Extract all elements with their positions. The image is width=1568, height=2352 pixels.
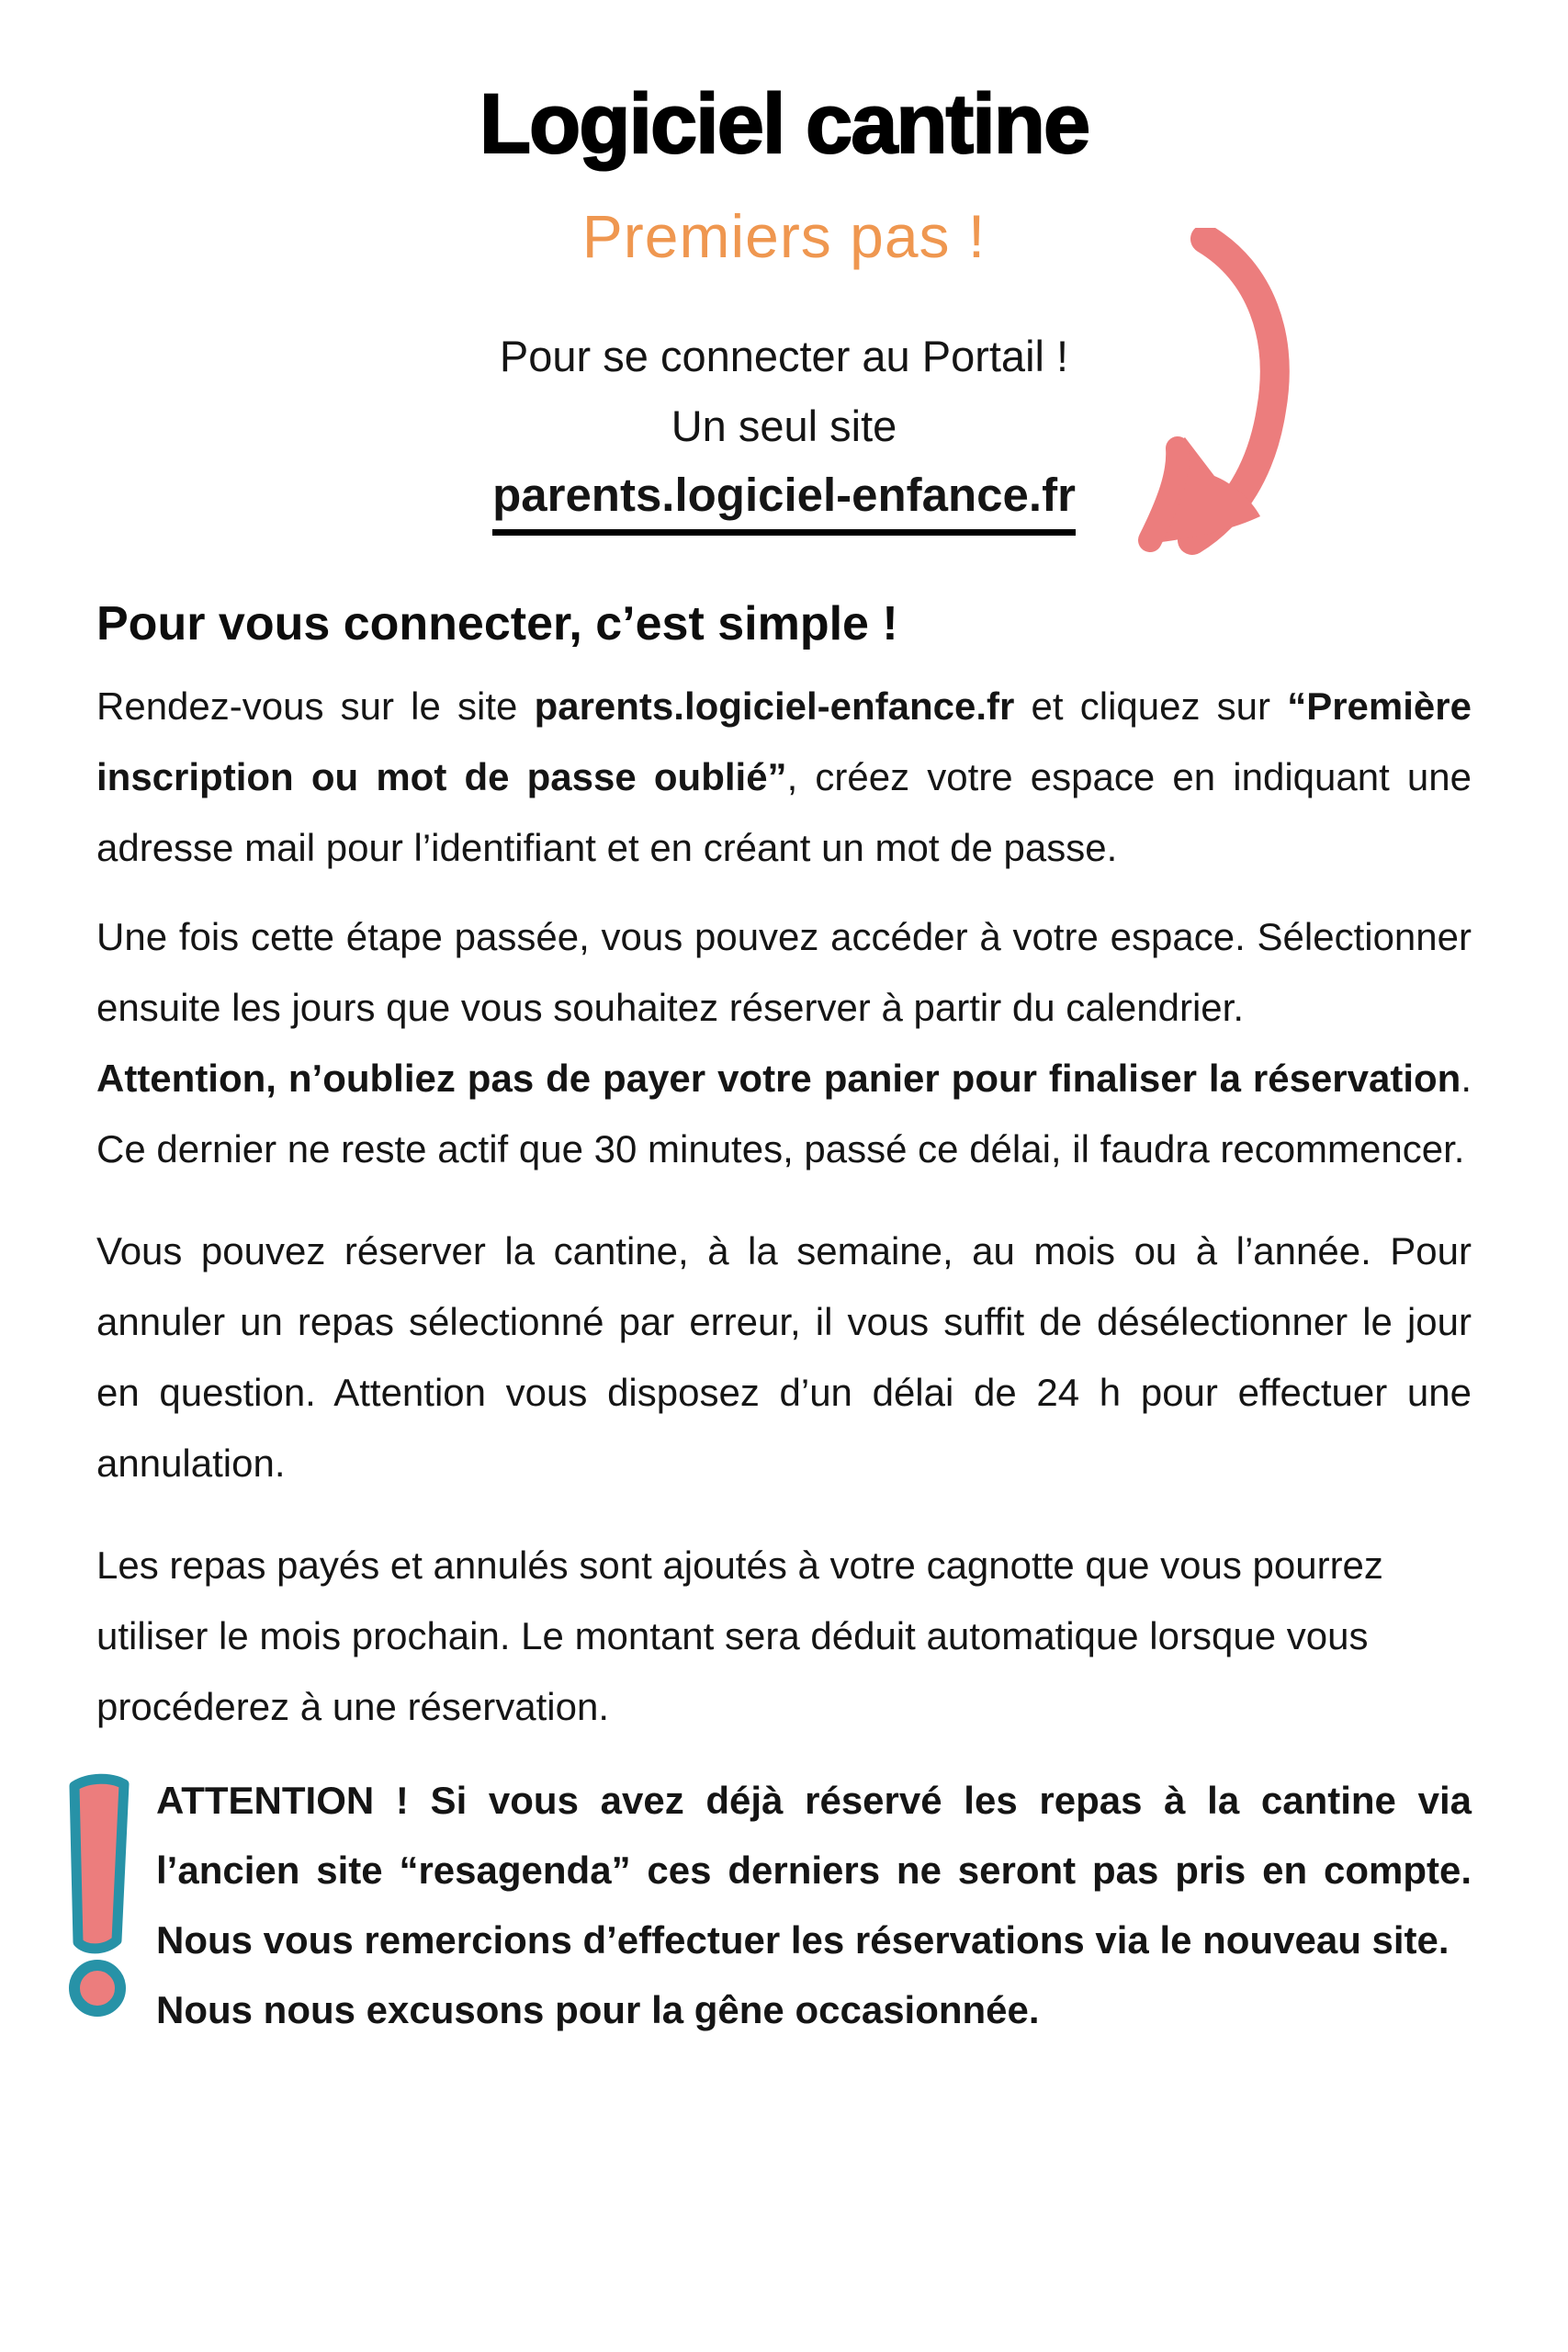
- paragraph-cancellation: Vous pouvez réserver la cantine, à la semaine, au mois ou à l’année. Pour annuler un repas sélectionné par erreur, il vous suffit de désélectionner le jour en question. Attention vous disposez d’un délai de 24 h pour effectuer une annulation.: [96, 1229, 1472, 1486]
- portal-url-link[interactable]: parents.logiciel-enfance.fr: [492, 466, 1076, 536]
- exclamation-icon: [60, 1766, 156, 2045]
- warning-text: [156, 1766, 1472, 2045]
- warning-paragraph-main: ATTENTION ! Si vous avez déjà réservé les repas à la cantine via l’ancien site “resagenda” ces derniers ne seront pas pris en compte. Nous vous remercions d’effectuer les réservations via le nouveau site.: [156, 1779, 1472, 1962]
- paragraph-basket-warning: Attention, n’oubliez pas de payer votre panier pour finaliser la réservation. Ce dernier ne reste actif que 30 minutes, passé ce délai, il faudra recommencer.: [96, 1057, 1472, 1171]
- warning-section: [60, 1766, 1472, 2045]
- page-subtitle: Premiers pas !: [581, 202, 987, 271]
- paragraph-access: Une fois cette étape passée, vous pouvez accéder à votre espace. Sélectionner ensuite les jours que vous souhaitez réserver à partir du calendrier.: [96, 915, 1472, 1030]
- warning-paragraph-apology: Nous nous excusons pour la gêne occasionnée.: [156, 1988, 1040, 2032]
- curved-arrow-icon: [1132, 228, 1306, 559]
- paragraph-signup: Rendez-vous sur le site parents.logiciel-enfance.fr et cliquez sur “Première inscription ou mot de passe oublié”, créez votre espace en indiquant une adresse mail pour l’identifiant et en créant un mot de passe.: [96, 684, 1472, 870]
- section-heading: Pour vous connecter, c’est simple !: [96, 597, 898, 651]
- header: [0, 0, 1568, 272]
- connect-section: [0, 322, 1568, 536]
- page-title: Logiciel cantine: [479, 77, 1089, 171]
- main-content: [96, 594, 1472, 1742]
- connect-line-2: Un seul site: [671, 401, 897, 451]
- connect-line-1: Pour se connecter au Portail !: [499, 332, 1069, 381]
- paragraph-cagnotte: Les repas payés et annulés sont ajoutés à votre cagnotte que vous pourrez utiliser le mois prochain. Le montant sera déduit automatique lorsque vous procéderez à une réservation.: [96, 1544, 1383, 1729]
